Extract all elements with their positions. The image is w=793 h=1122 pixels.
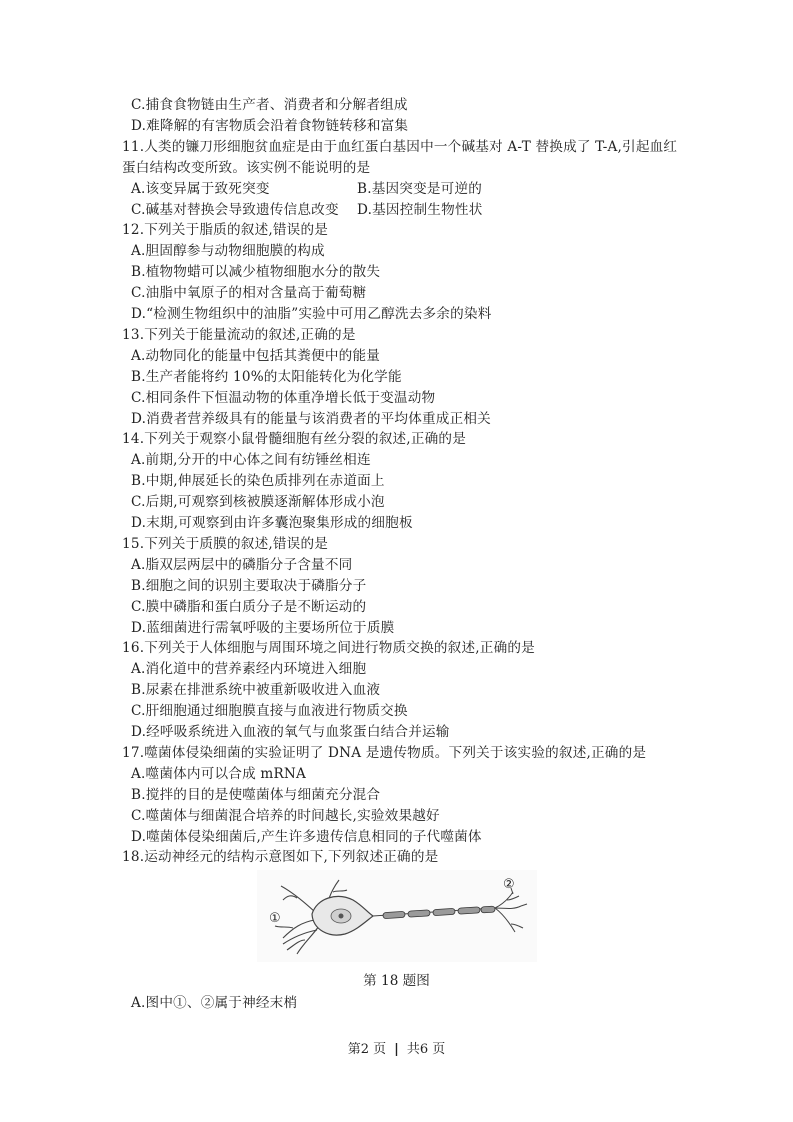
q17-option-a: A.噬菌体内可以合成 mRNA [131,766,307,782]
q11-stem-cont: 蛋白结构改变所致。该实例不能说明的是 [122,160,371,176]
q11-option-d: D.基因控制生物性状 [357,202,483,218]
q16-option-a: A.消化道中的营养素经内环境进入细胞 [131,661,367,677]
q11-stem: 11.人类的镰刀形细胞贫血症是由于血红蛋白基因中一个碱基对 A-T 替换成了 T-A,引起血红 [122,139,678,155]
q11-option-a: A.该变异属于致死突变 [131,181,270,197]
q15-stem: 15.下列关于质膜的叙述,错误的是 [122,536,329,552]
q13-option-c: C.相同条件下恒温动物的体重净增长低于变温动物 [131,390,436,406]
q14-option-a: A.前期,分开的中心体之间有纺锤丝相连 [131,452,371,468]
q13-option-d: D.消费者营养级具有的能量与该消费者的平均体重成正相关 [131,411,491,427]
q17-stem: 17.噬菌体侵染细菌的实验证明了 DNA 是遗传物质。下列关于该实验的叙述,正确的是 [122,745,647,761]
q17-option-d: D.噬菌体侵染细菌后,产生许多遗传信息相同的子代噬菌体 [131,829,482,845]
q16-stem: 16.下列关于人体细胞与周围环境之间进行物质交换的叙述,正确的是 [122,640,535,656]
q11-option-b: B.基因突变是可逆的 [357,181,483,197]
page-number: 第2 页 [347,1042,387,1057]
q13-option-b: B.生产者能将约 10%的太阳能转化为化学能 [131,369,402,385]
label-2: ② [503,877,515,892]
q17-option-b: B.搅拌的目的是使噬菌体与细菌充分混合 [131,787,381,803]
q13-stem: 13.下列关于能量流动的叙述,正确的是 [122,327,356,343]
q12-stem: 12.下列关于脂质的叙述,错误的是 [122,222,329,238]
q18-stem: 18.运动神经元的结构示意图如下,下列叙述正确的是 [122,849,439,865]
q15-option-a: A.脂双层两层中的磷脂分子含量不同 [131,557,353,573]
q18-option-a: A.图中①、②属于神经末梢 [131,995,298,1011]
q10-option-c: C.捕食食物链由生产者、消费者和分解者组成 [131,97,408,113]
q16-option-b: B.尿素在排泄系统中被重新吸收进入血液 [131,682,381,698]
q12-option-c: C.油脂中氧原子的相对含量高于葡萄糖 [131,285,367,301]
q11-option-c: C.碱基对替换会导致遗传信息改变 [131,202,339,218]
q15-option-c: C.膜中磷脂和蛋白质分子是不断运动的 [131,599,367,615]
q14-option-d: D.末期,可观察到由许多囊泡聚集形成的细胞板 [131,515,413,531]
q13-option-a: A.动物同化的能量中包括其粪便中的能量 [131,348,381,364]
figure-caption: 第 18 题图 [363,973,430,989]
q16-option-d: D.经呼吸系统进入血液的氧气与血浆蛋白结合并运输 [131,724,450,740]
q12-option-d: D.“检测生物组织中的油脂”实验中可用乙醇洗去多余的染料 [131,306,492,322]
label-1: ① [269,911,281,926]
q15-option-b: B.细胞之间的识别主要取决于磷脂分子 [131,578,367,594]
page-total: 共6 页 [406,1042,446,1057]
q16-option-c: C.肝细胞通过细胞膜直接与血液进行物质交换 [131,703,408,719]
footer-separator: | [394,1042,399,1057]
q17-option-c: C.噬菌体与细菌混合培养的时间越长,实验效果越好 [131,808,440,824]
q15-option-d: D.蓝细菌进行需氧呼吸的主要场所位于质膜 [131,620,395,636]
q14-stem: 14.下列关于观察小鼠骨髓细胞有丝分裂的叙述,正确的是 [122,431,466,447]
motor-neuron-figure [257,870,537,962]
q10-option-d: D.难降解的有害物质会沿着食物链转移和富集 [131,118,409,134]
q12-option-a: A.胆固醇参与动物细胞膜的构成 [131,243,325,259]
page-footer [0,1041,793,1059]
q14-option-b: B.中期,伸展延长的染色质排列在赤道面上 [131,473,385,489]
q12-option-b: B.植物物蜡可以减少植物细胞水分的散失 [131,264,381,280]
q14-option-c: C.后期,可观察到核被膜逐渐解体形成小泡 [131,494,385,510]
